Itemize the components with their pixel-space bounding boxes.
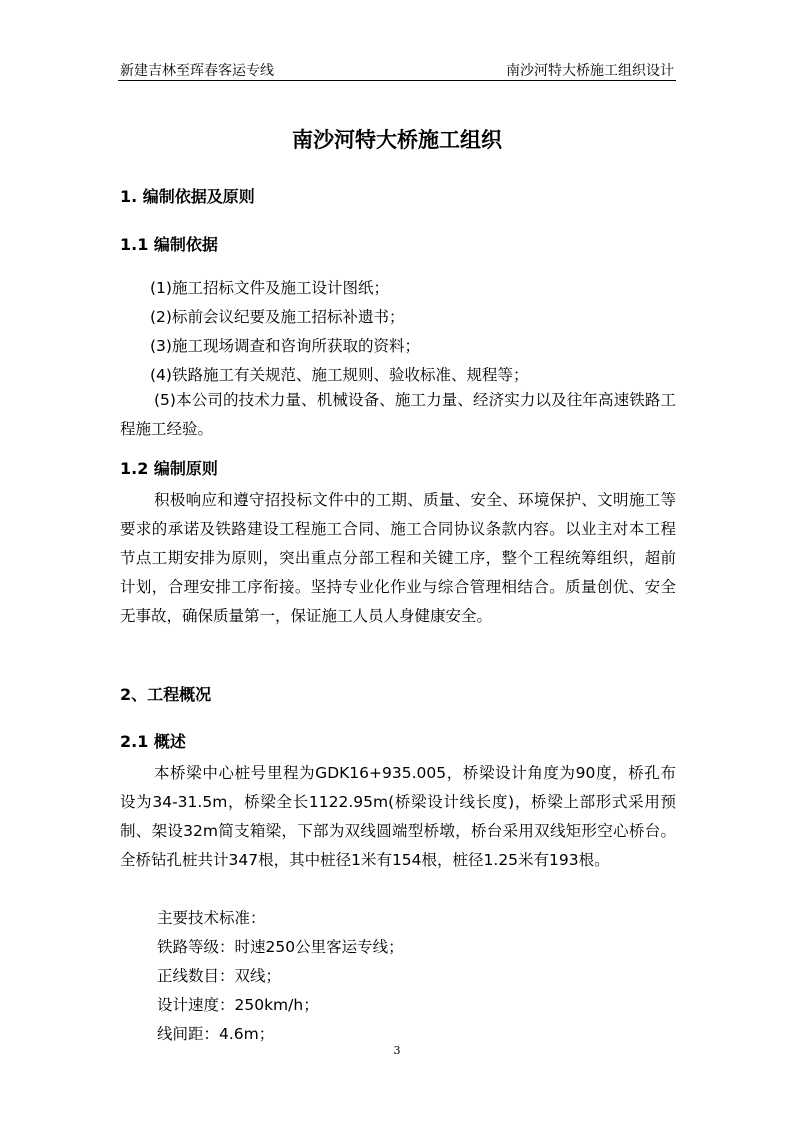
overview-paragraph: 本桥梁中心桩号里程为GDK16+935.005，桥梁设计角度为90度，桥孔布设为34-31.5m，桥梁全长1122.95m(桥梁设计线长度)，桥梁上部形式采用预制、架设32m简支箱梁，下部为双线圆端型桥墩，桥台采用双线矩形空心桥台。全桥钻孔桩共计347根，其中桩径1米有154根，桩径1.25米有193根。: [120, 764, 676, 869]
basis-item-3: (3)施工现场调查和咨询所获取的资料；: [150, 337, 420, 355]
header-document-name: 南沙河特大桥施工组织设计: [506, 63, 674, 79]
design-speed: 设计速度：250km/h；: [157, 996, 319, 1014]
railway-grade: 铁路等级：时速250公里客运专线；: [157, 938, 404, 956]
page-header: [118, 58, 676, 81]
section-1-heading: 1. 编制依据及原则: [120, 187, 255, 206]
page-number: 3: [393, 1044, 401, 1057]
basis-item-1: (1)施工招标文件及施工设计图纸；: [150, 279, 389, 297]
tech-standards-label: 主要技术标准：: [157, 909, 266, 927]
document-title: 南沙河特大桥施工组织: [292, 128, 502, 152]
basis-item-4: (4)铁路施工有关规范、施工规则、验收标准、规程等；: [150, 366, 529, 384]
section-2-1-heading: 2.1 概述: [120, 732, 186, 751]
track-spacing: 线间距：4.6m；: [157, 1025, 275, 1043]
basis-item-2: (2)标前会议纪要及施工招标补遗书；: [150, 308, 405, 326]
main-line-count: 正线数目：双线；: [157, 967, 282, 985]
section-2-heading: 2、工程概况: [120, 685, 212, 704]
basis-item-5: (5)本公司的技术力量、机械设备、施工力量、经济实力以及往年高速铁路工程施工经验。: [120, 391, 676, 438]
section-1-2-heading: 1.2 编制原则: [120, 459, 218, 478]
section-1-1-heading: 1.1 编制依据: [120, 235, 218, 254]
principles-paragraph: 积极响应和遵守招投标文件中的工期、质量、安全、环境保护、文明施工等要求的承诺及铁路建设工程施工合同、施工合同协议条款内容。以业主对本工程节点工期安排为原则，突出重点分部工程和关键工序，整个工程统筹组织，超前计划，合理安排工序衔接。坚持专业化作业与综合管理相结合。质量创优、安全无事故，确保质量第一，保证施工人员人身健康安全。: [120, 491, 676, 625]
header-project-name: 新建吉林至珲春客运专线: [120, 63, 274, 79]
